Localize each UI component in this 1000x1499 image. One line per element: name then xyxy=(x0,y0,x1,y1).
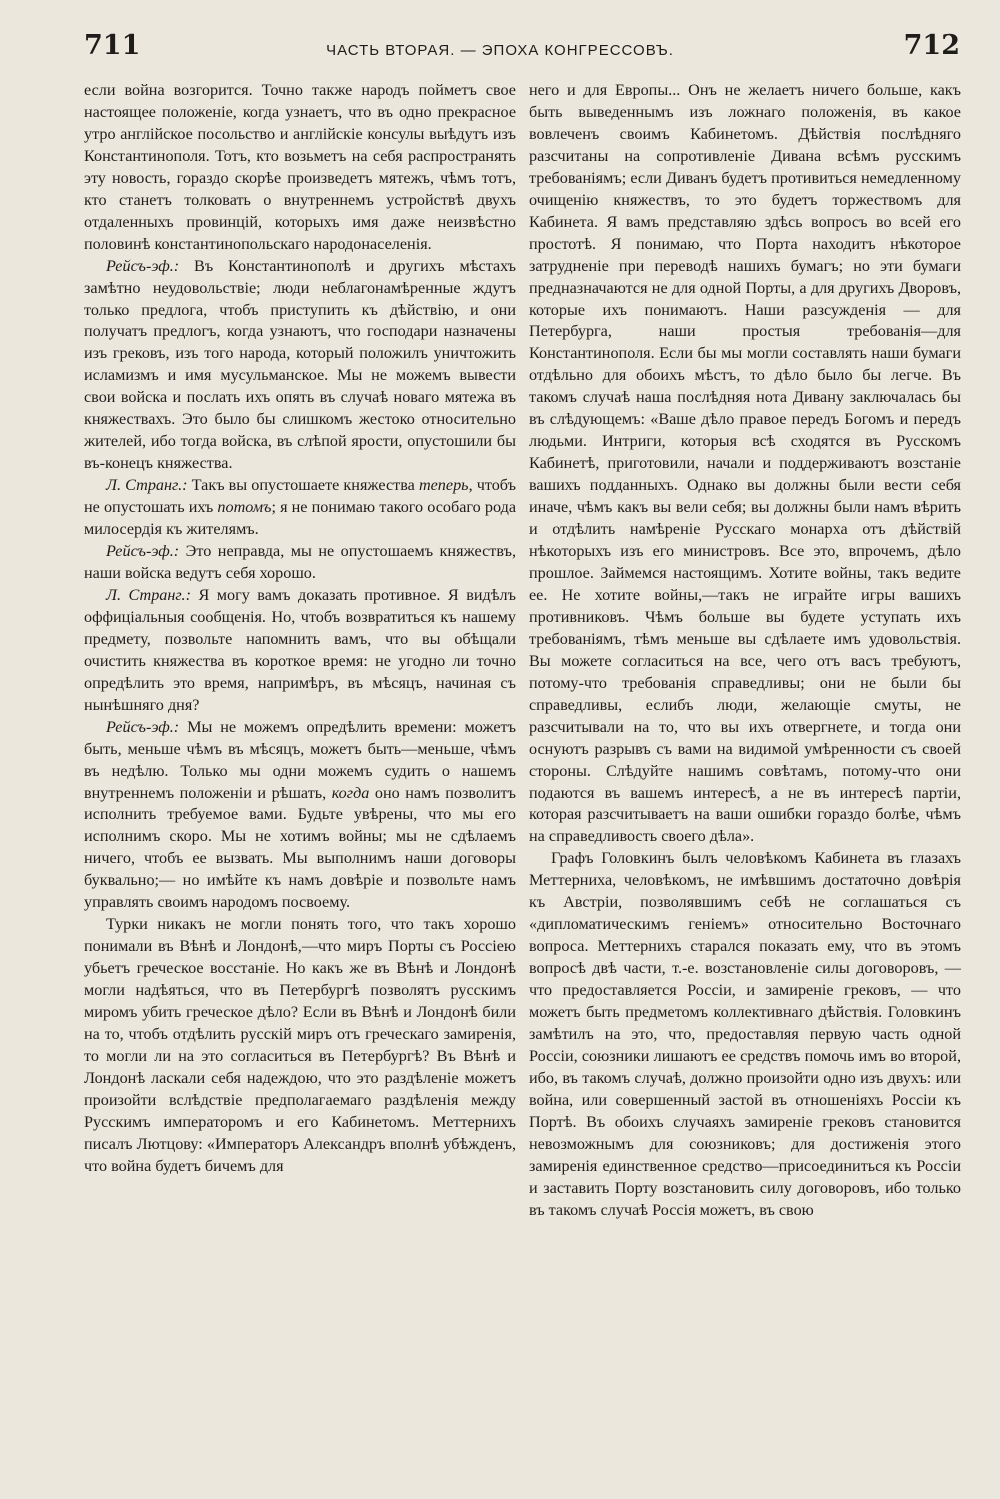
speaker-label: Рейсъ-эф.: xyxy=(106,256,180,275)
speaker-label: Л. Странг.: xyxy=(106,585,191,604)
left-column xyxy=(84,80,516,1178)
dialogue-paragraph xyxy=(84,475,516,541)
speech-text: Такъ вы опустошаете княжества xyxy=(187,476,419,495)
dialogue-paragraph xyxy=(84,585,516,717)
speech-text: , чтобъ не опустошать ихъ xyxy=(84,476,516,517)
speech-text: оно намъ позволитъ исполнить требуемое вами. Будьте увѣрены, что мы его исполнимъ скоро. Мы не хотимъ войны; мы не сдѣлаемъ ничего, чтобъ ее вызвать. Мы выполнимъ наши договоры буквально;— но имѣйте къ намъ довѣрiе и позвольте намъ управлять своимъ народомъ посвоему. xyxy=(84,783,516,912)
paragraph: Турки никакъ не могли понять того, что такъ хорошо понимали въ Вѣнѣ и Лондонѣ,—что миръ Порты съ Россiею убьетъ греческое восстанiе. Но какъ же въ Вѣнѣ и Лондонѣ могли надѣяться, что въ Петербургѣ позволятъ русскимъ миромъ убить греческое дѣло? Если въ Вѣнѣ и Лондонѣ били на то, чтобъ отдѣлить русскiй миръ отъ греческаго замиренiя, то могли ли на это согласиться въ Петербургѣ? Въ Вѣнѣ и Лондонѣ ласкали себя надеждою, что это раздѣленiе можетъ произойти вслѣдствiе предполагаемаго раздѣленiя между Русскимъ императоромъ и его Кабинетомъ. Меттернихъ писалъ Лютцову: «Императоръ Александръ вполнѣ убѣжденъ, что война будетъ бичемъ для xyxy=(84,915,516,1175)
page-header xyxy=(0,28,1000,68)
speaker-label: Рейсъ-эф.: xyxy=(106,542,180,561)
speaker-label: Рейсъ-эф.: xyxy=(106,717,180,736)
speech-text: Въ Константинополѣ и другихъ мѣстахъ замѣтно неудовольствiе; люди неблагонамѣренные ждутъ только предлога, чтобъ приступить къ дѣйствiю, и они получатъ предлогъ, когда узнаютъ, что господари назначены изъ грековъ, изъ того народа, который положилъ уничтожить исламизмъ и имя мусульманское. Мы не можемъ вывести свои войска и послать ихъ опять въ случаѣ новаго мятежа въ княжествахъ. Это было бы слишкомъ жестоко относительно жителей, ибо тогда войска, въ слѣпой ярости, опустошили бы въ-конецъ княжества. xyxy=(84,256,516,473)
dialogue-paragraph xyxy=(84,541,516,585)
right-column xyxy=(529,80,961,1222)
speaker-label: Л. Странг.: xyxy=(106,476,188,495)
emphasis: когда xyxy=(331,783,370,802)
paragraph: него и для Европы... Онъ не желаетъ ничего большe, какъ быть выведеннымъ изъ ложнаго положенiя, въ какое вовлеченъ своимъ Кабинетомъ. Дѣйствiя послѣдняго разсчитаны на сопротивленiе Дивана всѣмъ русскимъ требованiямъ; если Диванъ будетъ противиться немедленному очищенiю княжествъ, то это будетъ торжествомъ для Кабинета. Я вамъ представляю здѣсь вопросъ во всей его простотѣ. Я понимаю, что Порта находитъ нѣкоторое затрудненiе при переводѣ нашихъ бумагъ; но эти бумаги предназначаются не для одной Порты, а для другихъ Дворовъ, которые ихъ понимаютъ. Наши разсужденiя — для Петербурга, наши простыя требованiя—для Константинополя. Если бы мы могли составлять наши бумаги отдѣльно для обоихъ мѣстъ, то дѣло было бы легче. Въ такомъ случаѣ наша послѣдняя нота Дивану заключалась бы въ слѣдующемъ: «Ваше дѣло правое передъ Богомъ и передъ людьми. Интриги, которыя всѣ сходятся въ Русскомъ Кабинетѣ, приготовили, начали и поддерживаютъ возстанiе вашихъ подданныхъ. Однако вы должны были вести себя иначе, чѣмъ какъ вы вели себя; вы должны были намъ вѣрить и отдѣлить намѣренiе Русскаго монарха отъ дѣйствiй нѣкоторыхъ изъ его министровъ. Все это, впрочемъ, дѣло прошлое. Займемся настоящимъ. Хотите войны, такъ ведите ее. Не хотите войны,—такъ не играйте игры вашихъ противниковъ. Чѣмъ больше вы будете уступать ихъ требованiямъ, тѣмъ меньше вы сдѣлаете имъ удовольствiя. Вы можете согласиться на все, чего отъ васъ требуютъ, потому-что требованiя справедливы; они не были бы справедливы, еслибъ люди, желающiе смуты, не разсчитывали на то, что вы ихъ отвергнете, и тогда они оснуютъ разрывъ съ вами на видимой умѣренности съ своей стороны. Слѣдуйте нашимъ совѣтамъ, потому-что они подаются въ вашемъ интересѣ, а не въ интересѣ партiи, которая разсчитываетъ на ваши ошибки гораздо болѣе, чѣмъ на справедливость своего дѣла». xyxy=(529,81,961,846)
page-number-left: 711 xyxy=(84,30,141,61)
speech-text: Это неправда, мы не опустошаемъ княжествъ, наши войска ведутъ себя хорошо. xyxy=(84,542,516,582)
paragraph: Графъ Головкинъ былъ человѣкомъ Кабинета въ глазахъ Меттерниха, человѣкомъ, не имѣвшимъ достаточно довѣрiя къ Австрiи, позволявшимъ себѣ не соглашаться съ «дипломатическимъ генiемъ» относительно Восточнаго вопроса. Меттернихъ старался показать ему, что въ этомъ вопросѣ двѣ части, т.-е. возстановленiе силы договоровъ, — что предоставляется Россiи, и замиренiе грековъ, — что можетъ быть предметомъ коллективнаго дѣйствiя. Головкинъ замѣтилъ на это, что, предоставляя первую часть одной Россiи, союзники лишаютъ ее средствъ помочь имъ во второй, ибо, въ такомъ случаѣ, должно произойти одно изъ двухъ: или война, или совершенный застой въ отношенiяхъ Россiи къ Портѣ. Въ обоихъ случаяхъ замиренiе грековъ становится невозможнымъ для союзниковъ; для достиженiя этого замиренiя единственное средство—присоединиться къ Россiи и заставить Порту возстановить силу договоровъ, ибо только въ такомъ случаѣ Россiя можетъ, въ свою xyxy=(529,849,961,1219)
dialogue-paragraph xyxy=(84,717,516,915)
running-title: ЧАСТЬ ВТОРАЯ. — ЭПОХА КОНГРЕССОВЪ. xyxy=(326,42,674,59)
speech-text: Я могу вамъ доказать противное. Я видѣлъ оффицiальныя сообщенiя. Но, чтобъ возвратиться къ нашему предмету, позвольте напомнить вамъ, что вы обѣщали очистить княжества въ короткое время: не угодно ли точно опредѣлить это время, напримѣръ, въ мѣсяцъ, начиная съ нынѣшняго дня? xyxy=(84,585,516,714)
dialogue-paragraph xyxy=(84,256,516,476)
emphasis: теперь xyxy=(418,476,469,495)
speech-text: Мы не можемъ опредѣлить времени: можетъ быть, меньше чѣмъ въ мѣсяцъ, можетъ быть—меньше, чѣмъ въ недѣлю. Только мы одни можемъ судить о нашемъ внутреннемъ положенiи и рѣшать, xyxy=(84,717,516,802)
page-number-right: 712 xyxy=(903,30,960,61)
speech-text: ; я не понимаю такого особаго рода милосердiя къ жителямъ. xyxy=(84,498,516,539)
emphasis: потомъ xyxy=(217,498,272,517)
paragraph: если война возгорится. Точно также народъ пойметъ свое настоящее положенiе, когда узнаетъ, что въ одно прекрасное утро англiйское посольство и англiйскiе консулы выѣдутъ изъ Константинополя. Тотъ, кто возьметъ на себя распространять эту новость, гораздо скорѣе произведетъ мятежъ, чѣмъ тотъ, кто станетъ толковать о внутреннемъ устройствѣ двухъ отдаленныхъ провинцiй, которыхъ имя даже неизвѣстно половинѣ константинопольскаго народонаселенiя. xyxy=(84,81,516,253)
